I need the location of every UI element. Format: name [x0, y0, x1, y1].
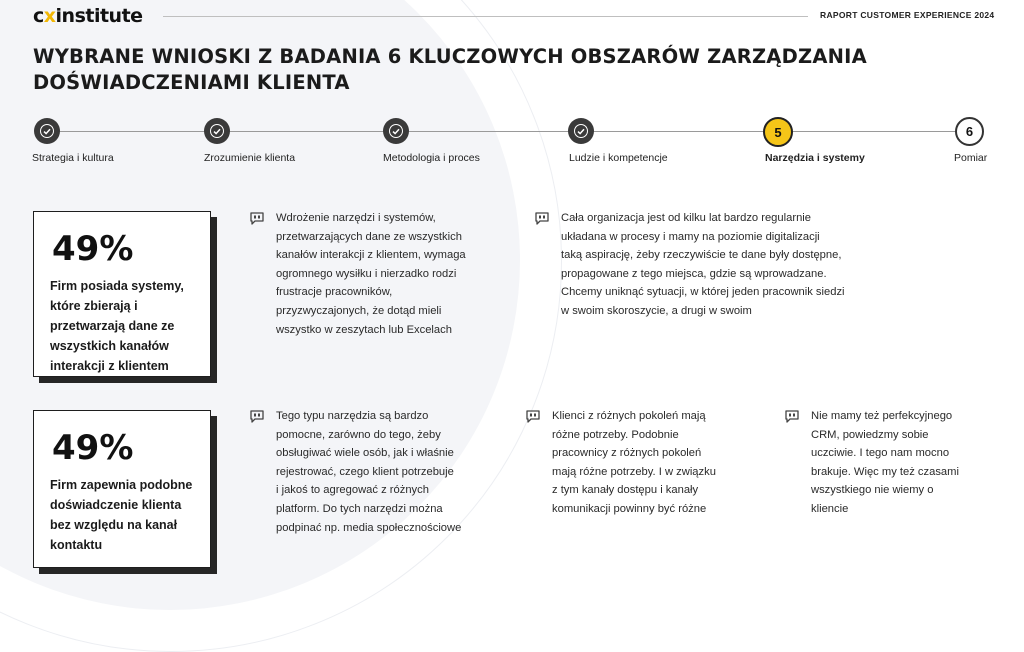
quote-bubble-icon — [250, 212, 264, 225]
stat-2-description: Firm zapewnia podobne doświadczenie klienta bez względu na kanał kontaktu — [50, 478, 193, 552]
stat-1-description: Firm posiada systemy, które zbierają i przetwarzają dane ze wszystkich kanałów interakcji z klientem — [50, 279, 184, 373]
step-6-pending[interactable]: 6 — [955, 117, 984, 146]
quote-5-text: Nie mamy też perfekcyjnego CRM, powiedzmy sobie uczciwie. I tego nam mocno brakuje. Więc my też czasami wszystkiego nie wiemy o kliencie — [811, 410, 959, 515]
page-title — [33, 44, 933, 96]
step-4-label: Ludzie i kompetencje — [569, 152, 668, 164]
stat-2-value: 49% — [52, 428, 134, 468]
stat-1-value: 49% — [52, 229, 134, 269]
step-1-check-icon[interactable] — [34, 118, 60, 144]
step-2-label: Zrozumienie klienta — [204, 152, 296, 164]
logo-prefix: c — [33, 5, 44, 27]
quote-4 — [526, 407, 756, 519]
quote-bubble-icon — [526, 410, 540, 423]
logo-suffix: institute — [55, 5, 143, 27]
report-label: RAPORT CUSTOMER EXPERIENCE 2024 — [820, 10, 995, 20]
quote-bubble-icon — [250, 410, 264, 423]
step-4-check-icon[interactable] — [568, 118, 594, 144]
page-title-line-1: WYBRANE WNIOSKI Z BADANIA 6 KLUCZOWYCH OBSZARÓW ZARZĄDZANIA — [33, 45, 867, 68]
quote-1 — [250, 209, 510, 339]
page-title-line-2: DOŚWIADCZENIAMI KLIENTA — [33, 71, 350, 94]
quote-bubble-icon — [785, 410, 799, 423]
step-5-current[interactable]: 5 — [763, 117, 793, 147]
quote-2 — [535, 209, 895, 321]
stat-card-1 — [33, 211, 211, 377]
quote-bubble-icon — [535, 212, 549, 225]
quote-2-text: Cała organizacja jest od kilku lat bardzo regularnie układana w procesy i mamy na poziomie digitalizacji taką aspirację, żeby rzeczywiście te dane były dostępne, propagowane z tego miejsca, gdzie są wprowadzane. Chcemy uniknąć sytuacji, w której jeden pracownik siedzi w swoim skoroszycie, a drugi w swoim — [561, 212, 845, 317]
step-1-label: Strategia i kultura — [32, 152, 114, 164]
cx-institute-logo — [33, 5, 143, 27]
logo-mark: x — [43, 5, 56, 27]
quote-5 — [785, 407, 1010, 519]
quote-1-text: Wdrożenie narzędzi i systemów, przetwarzających dane ze wszystkich kanałów interakcji z klientem, wymaga ogromnego wysiłku i nierzadko rodzi frustracje pracowników, przyzwyczajonych, że dotąd mieli wszystko w zeszytach lub Excelach — [276, 212, 466, 336]
step-5-label: Narzędzia i systemy — [765, 152, 865, 164]
quote-3 — [250, 407, 510, 537]
step-3-check-icon[interactable] — [383, 118, 409, 144]
step-6-label: Pomiar — [954, 152, 988, 164]
step-2-check-icon[interactable] — [204, 118, 230, 144]
stat-card-2 — [33, 410, 211, 568]
step-3-label: Metodologia i proces — [383, 152, 480, 164]
quote-3-text: Tego typu narzędzia są bardzo pomocne, zarówno do tego, żeby obsługiwać wiele osób, jak i właśnie rejestrować, czego klient potrzebuje i jakoś to agregować z różnych platform. Do tych narzędzi można podpinać np. media społecznościowe — [276, 410, 462, 534]
quote-4-text: Klienci z różnych pokoleń mają różne potrzeby. Podobnie pracownicy z różnych pokoleń mają różne potrzeby. I w związku z tym kanały dostępu i kanały komunikacji powinny być różne — [552, 410, 716, 515]
header-divider — [163, 16, 808, 17]
stepper-line — [47, 131, 968, 132]
